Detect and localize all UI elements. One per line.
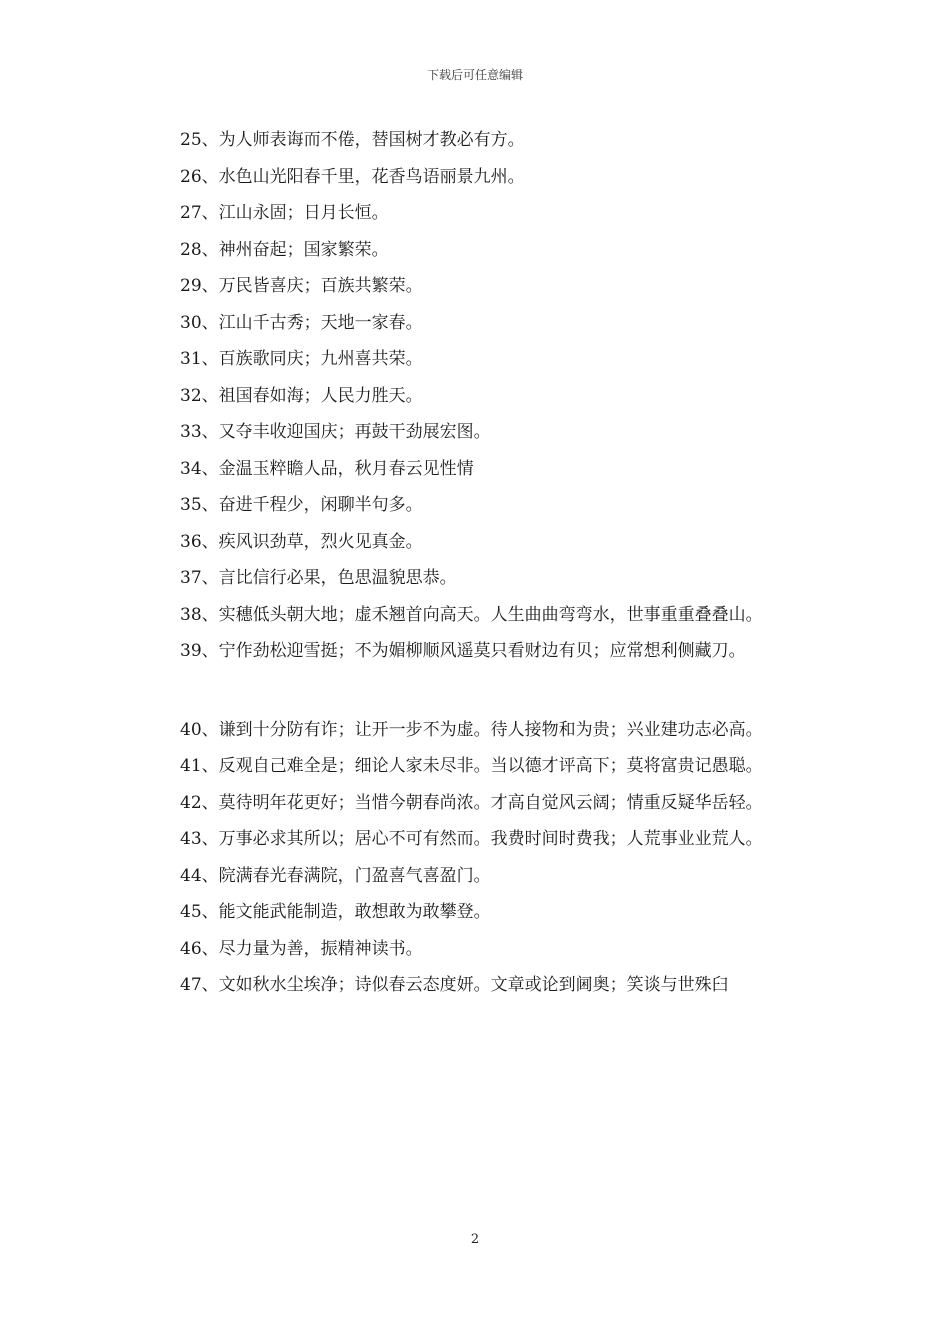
list-item: 40、谦到十分防有诈；让开一步不为虚。待人接物和为贵；兴业建功志必高。 xyxy=(180,719,763,740)
list-item: 37、言比信行必果，色思温貌思恭。 xyxy=(180,568,457,588)
list-item: 31、百族歌同庆；九州喜共荣。 xyxy=(180,349,423,369)
list-item: 34、金温玉粹瞻人品，秋月春云见性情 xyxy=(180,458,474,479)
list-item: 42、莫待明年花更好；当惜今朝春尚浓。才高自觉风云阔；情重反疑华岳轻。 xyxy=(180,792,763,813)
list-item: 45、能文能武能制造，敢想敢为敢攀登。 xyxy=(180,902,491,922)
list-item: 46、尽力量为善，振精神读书。 xyxy=(180,938,423,959)
list-item: 35、奋进千程少，闲聊半句多。 xyxy=(180,495,423,515)
list-item: 25、为人师表诲而不倦，替国树才教必有方。 xyxy=(180,130,525,150)
document-body xyxy=(144,122,820,1004)
list-item: 32、祖国春如海；人民力胜天。 xyxy=(180,385,423,406)
list-item: 47、文如秋水尘埃净；诗似春云态度妍。文章或论到阃奥；笑谈与世殊臼 xyxy=(180,975,729,995)
list-item: 38、实穗低头朝大地；虚禾翘首向高天。人生曲曲弯弯水，世事重重叠叠山。 xyxy=(180,604,763,625)
list-item: 44、院满春光春满院，门盈喜气喜盈门。 xyxy=(180,865,491,886)
list-item: 30、江山千古秀；天地一家春。 xyxy=(180,312,423,333)
list-item: 43、万事必求其所以；居心不可有然而。我费时间时费我；人荒事业业荒人。 xyxy=(180,829,763,849)
list-item: 39、宁作劲松迎雪挺；不为媚柳顺风遥莫只看财边有贝；应常想利侧藏刀。 xyxy=(180,641,746,661)
list-item: 36、疾风识劲草，烈火见真金。 xyxy=(180,531,423,552)
list-item: 41、反观自己难全是；细论人家未尽非。当以德才评高下；莫将富贵记愚聪。 xyxy=(180,756,763,776)
list-item: 28、神州奋起；国家繁荣。 xyxy=(180,239,389,260)
page-header: 下载后可任意编辑 xyxy=(426,68,523,82)
list-item: 29、万民皆喜庆；百族共繁荣。 xyxy=(180,276,423,296)
list-item: 26、水色山光阳春千里，花香鸟语丽景九州。 xyxy=(180,166,525,187)
list-item: 27、江山永固；日月长恒。 xyxy=(180,203,389,223)
list-item: 33、又夺丰收迎国庆；再鼓干劲展宏图。 xyxy=(180,422,491,442)
page-number: 2 xyxy=(470,1232,480,1247)
